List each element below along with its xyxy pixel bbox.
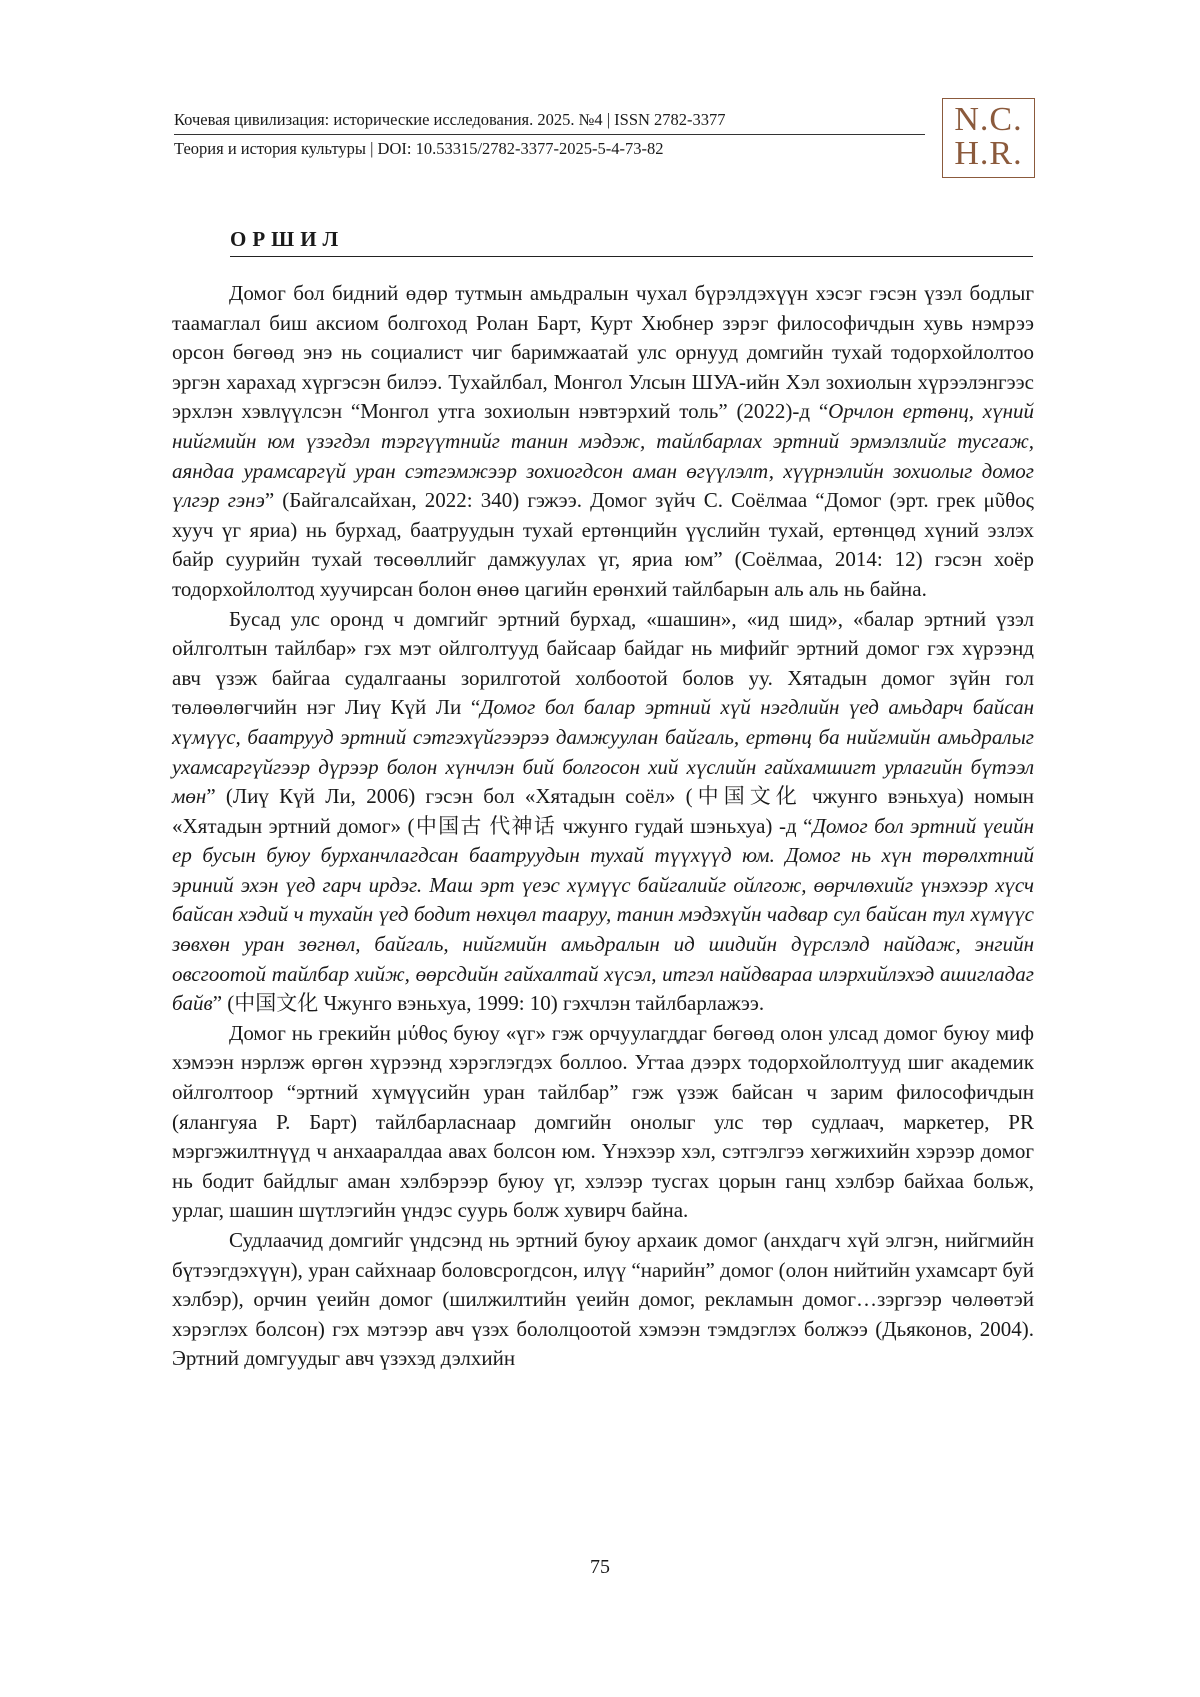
section-title-rule [230, 256, 1033, 257]
paragraph-4: Судлаачид домгийг үндсэнд нь эртний буюу архаик домог (анхдагч хүй элгэн, нийгмийн бүтээгдэхүүн), уран сайхнаар боловсрогдсон, илүү “нарийн” домог (олон нийтийн ухамсарт буй хэлбэр), орчин үеийн домог (шилжилтийн үеийн домог, рекламын домог…зэргээр чөлөөтэй хэрэглэх болсон) гэх мэтээр авч үзэх бололцоотой хэмээн тэмдэглэх болжээ (Дьяконов, 2004). Эртний домгуудыг авч үзэхэд дэлхийн [172, 1228, 1034, 1371]
paragraph-1-text-c: ” (Байгалсайхан, 2022: 340) гэжээ. Домог зүйч С. Соёлмаа “Домог (эрт. грек μῦθος хууч үг яриа) нь бурхад, баатруудын тухай ертөнцийн үүслийн тухай, ертөнцөд хүний эзлэх байр суурийн тухай төсөөллийг дамжуулах үг, яриа юм” (Соёлмаа, 2014: 12) гэсэн хоёр тодорхойлолтод хуучирсан болон өнөө цагийн ерөнхий тайлбарын аль аль нь байна. [172, 488, 1034, 601]
article-body [172, 279, 1034, 1374]
paragraph-3: Домог нь грекийн μύθος буюу «үг» гэж орчуулагддаг бөгөөд олон улсад домог буюу миф хэмээн нэрлэж өргөн хүрээнд хэрэглэгдэх боллоо. Угтаа дээрх тодорхойлолтууд шиг академик ойлголтоор “эртний хүмүүсийн уран тайлбар” гэж үзэж байсан ч зарим философичдын (ялангуяа Р. Барт) тайлбарласнаар домгийн онолыг улс төр судлаач, маркетер, PR мэргэжилтнүүд ч анхааралдаа авах болсон юм. Үнэхээр хэл, сэтгэлгээ хөгжихийн хэрээр домог нь бодит байдлыг аман хэлбэрээр буюу үг, хэлээр тусгах цорын ганц хэлбэр байхаа больж, урлаг, шашин шүтлэгийн үндэс суурь болж хувирч байна. [172, 1020, 1034, 1223]
running-header [174, 110, 924, 159]
paragraph-2-quote-1: Домог бол балар эртний хүй нэгдлийн үед амьдарч байсан хүмүүс, баатрууд эртний сэтгэхүйгээрээ дамжуулан байгаль, ертөнц ба нийгмийн амьдралыг ухамсаргүйгээр дүрээр болон хүнчлэн бий болгосон хий хүслийн гайхамшигт урлагийн бүтээл мөн [172, 695, 1034, 809]
section-title: ОРШИЛ [230, 227, 345, 251]
paragraph-1-quote: Орчлон ертөнц, хүний нийгмийн юм үзэгдэл тэргүүтнийг танин мэдэж, тайлбарлах эртний эрмэлзлийг тусгаж, аяндаа урамсаргүй уран сэтгэмжээр зохиогдсон аман өгүүлэлт, хүүрнэлийн зохиолыг домог үлгэр гэнэ [172, 399, 1034, 513]
section-doi-line: Теория и история культуры | DOI: 10.53315/2782-3377-2025-5-4-73-82 [174, 139, 664, 158]
paragraph-2-text-c: ” (Лиү Күй Ли, 2006) гэсэн бол «Хятадын соёл» (中国文化 чжунго вэньхуа) номын «Хятадын эртний домог» (中国古 代神话 чжунго гудай шэньхуа) -д “ [172, 784, 1034, 838]
paragraph-1 [172, 279, 1034, 605]
paragraph-1-text-a: Домог бол бидний өдөр тутмын амьдралын чухал бүрэлдэхүүн хэсэг гэсэн үзэл бодлыг таамаглал биш аксиом болгоход Ролан Барт, Курт Хюбнер зэрэг философичдын хувь нэмрээ орсон бөгөөд энэ нь социалист чиг баримжаатай улс орнууд домгийн тухай тодорхойлолтоо эргэн харахад хүргэсэн билээ. Тухайлбал, Монгол Улсын ШУА-ийн Хэл зохиолын хүрээлэнгээс эрхлэн хэвлүүлсэн “Монгол утга зохиолын нэвтэрхий толь” (2022)-д “ [172, 281, 1034, 424]
logo-line-2: H.R. [954, 135, 1023, 172]
journal-title-line: Кочевая цивилизация: исторические исследования. 2025. №4 | ISSN 2782-3377 [174, 110, 726, 129]
paragraph-2-text-a: Бусад улс оронд ч домгийг эртний бурхад, «шашин», «ид шид», «балар эртний үзэл ойлголтын тайлбар» гэх мэт ойлголтууд байсаар байдаг нь мифийг эртний домог гэх хүрээнд авч үзэж байгаа судалгааны зорилготой холбоотой болов уу. Хятадын домог зүйн гол төлөөлөгчийн нэг Лиү Күй Ли “ [172, 606, 1034, 720]
paragraph-2 [172, 605, 1034, 1019]
page-number: 75 [590, 1556, 610, 1578]
journal-logo [942, 98, 1035, 178]
paragraph-2-text-e: ” (中国文化 Чжунго вэньхуа, 1999: 10) гэхчлэн тайлбарлажээ. [212, 991, 765, 1016]
paragraph-2-quote-2: Домог бол эртний үеийн ер бусын буюу бурханчлагдсан баатруудын тухай түүхүүд юм. Домог нь хүн төрөлхтний эриний эхэн үед гарч ирдэг. Маш эрт үеэс хүмүүс байгалийг ойлгож, өөрчлөхийг үнэхээр хүсч байсан хэдий ч тухайн үед бодит нөхцөл тааруу, танин мэдэхүйн чадвар сул байсан тул хүмүүс зөвхөн уран зөгнөл, байгаль, нийгмийн амьдралын ид шидийн дүрслэлд найдаж, энгийн овсгоотой тайлбар хийж, өөрсдийн гайхалтай хүсэл, итгэл найдвараа илэрхийлэхэд ашигладаг байв [172, 813, 1034, 1016]
header-rule [174, 134, 925, 135]
logo-line-1: N.C. [954, 101, 1023, 138]
